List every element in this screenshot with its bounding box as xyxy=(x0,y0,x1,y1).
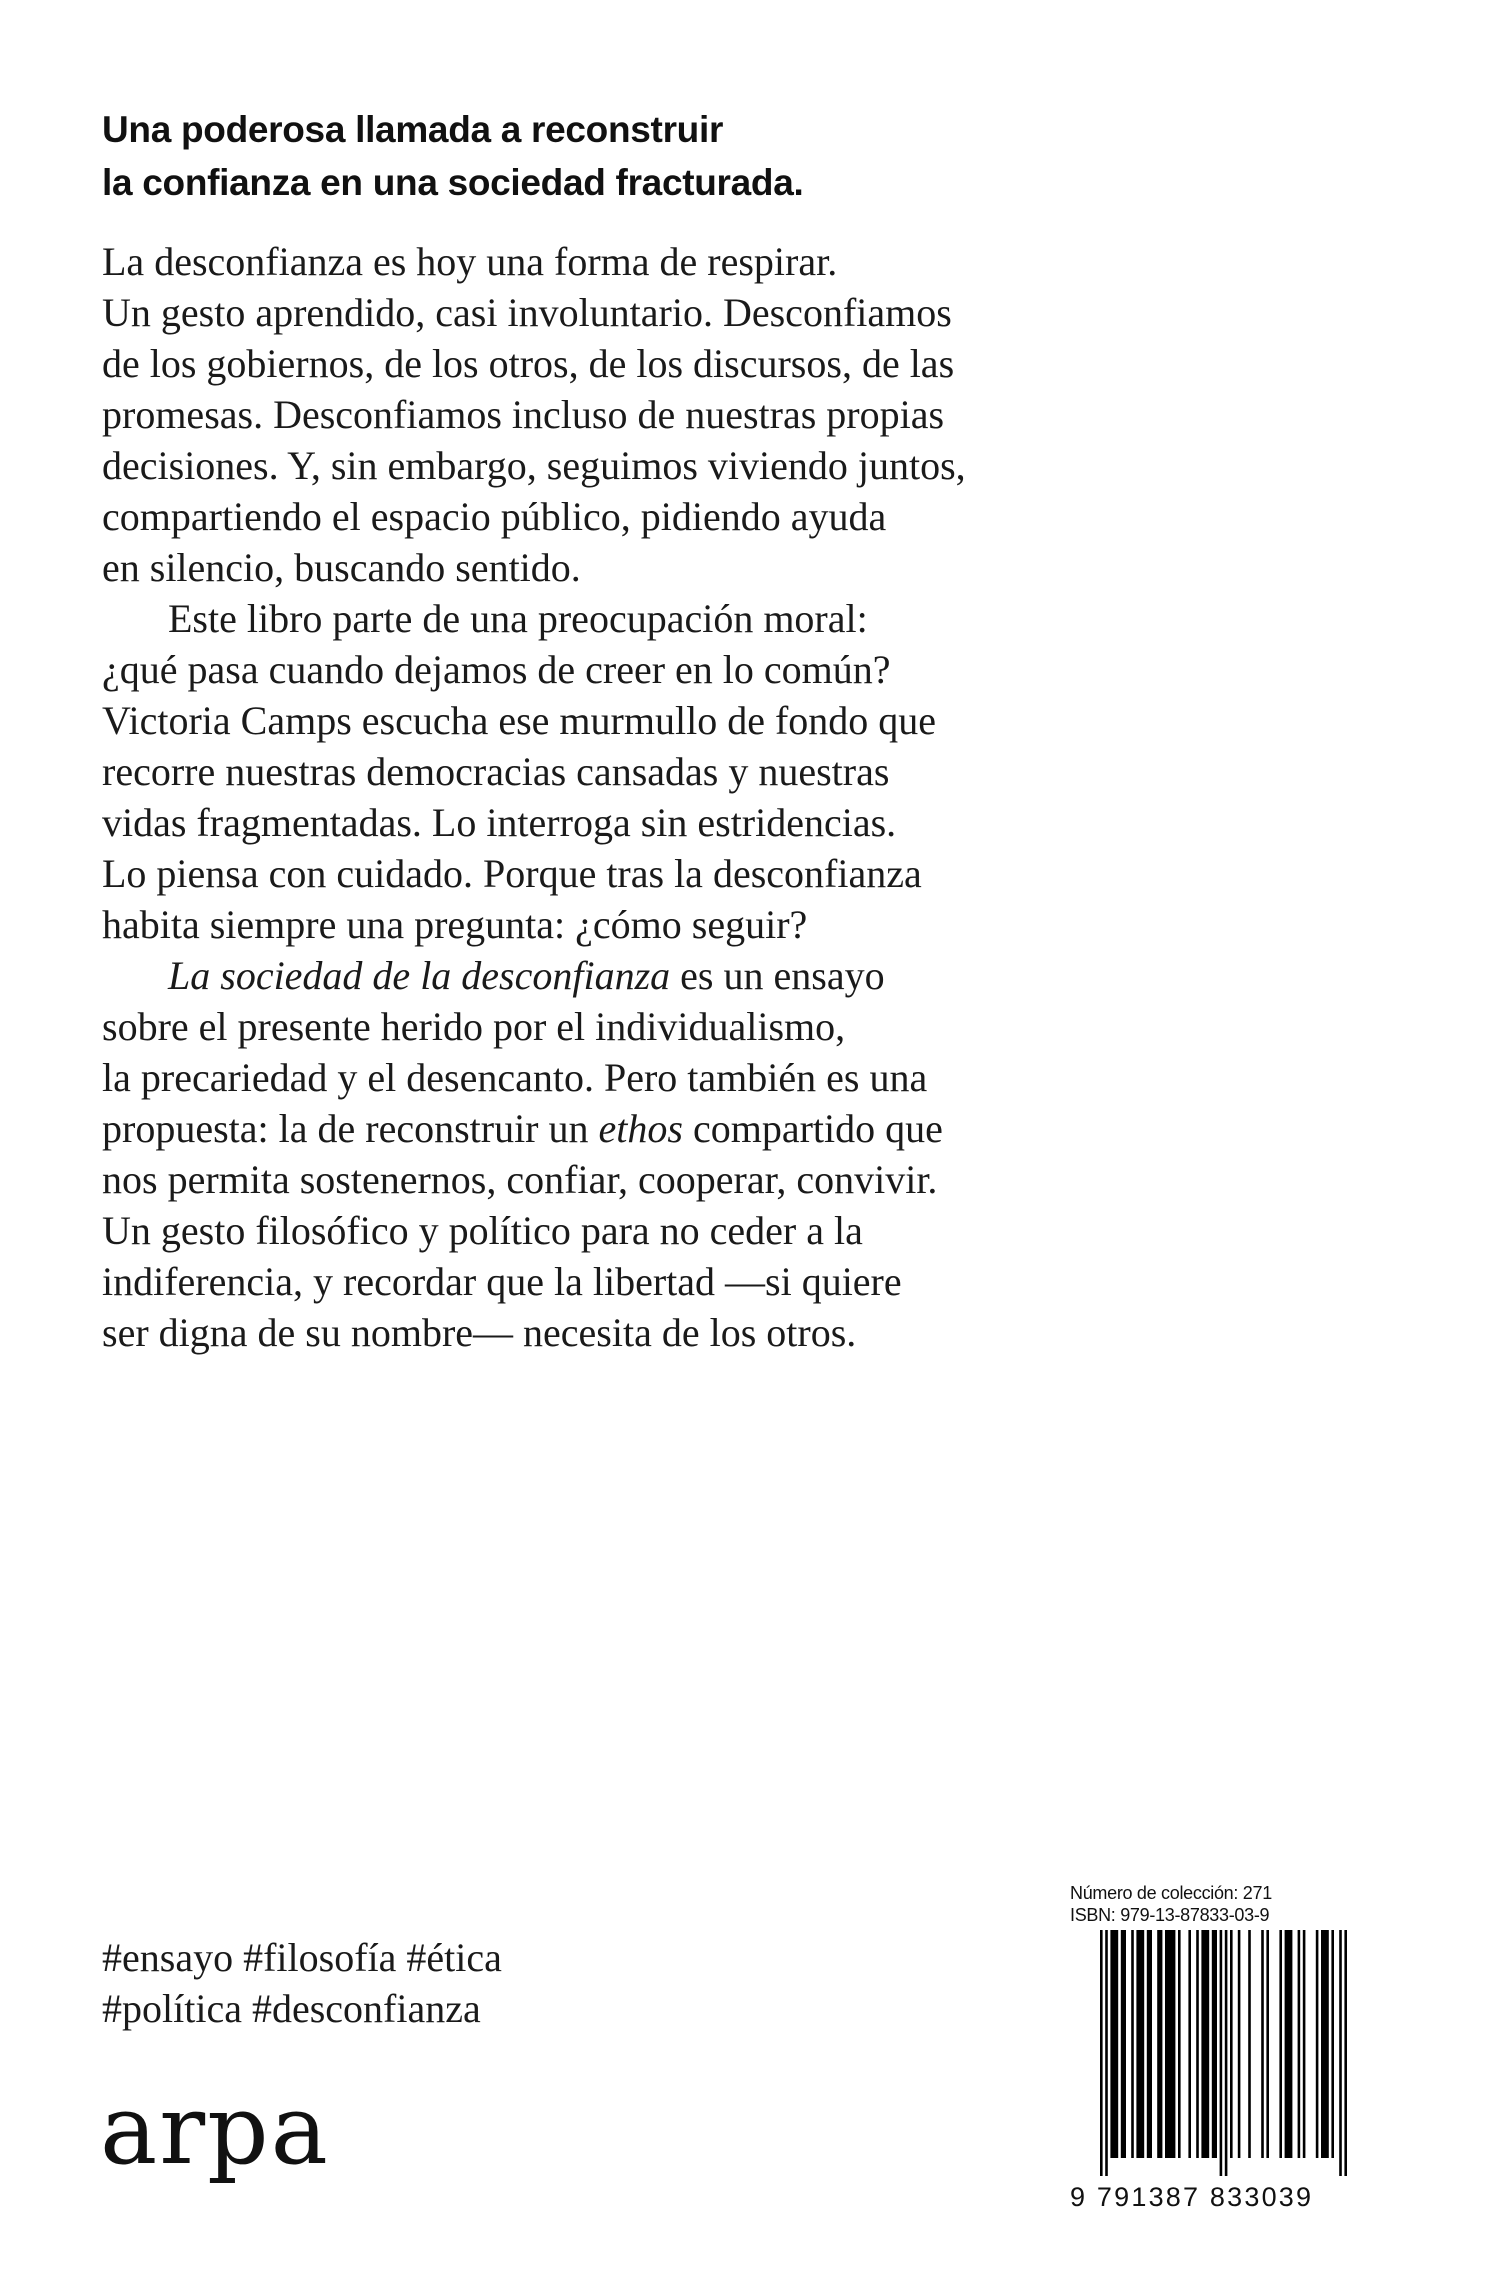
barcode-bar xyxy=(1331,1930,1334,2158)
blurb-text: es un ensayo xyxy=(670,953,885,998)
blurb-line: compartiendo el espacio público, pidiendo ayuda xyxy=(102,494,887,539)
tagline-line: Una poderosa llamada a reconstruir xyxy=(102,109,724,150)
barcode-bar xyxy=(1298,1930,1301,2158)
barcode-block xyxy=(1070,1882,1370,2212)
barcode-bar xyxy=(1136,1930,1144,2158)
barcode-bar xyxy=(1266,1930,1269,2158)
blurb-line: recorre nuestras democracias cansadas y nuestras xyxy=(102,749,890,794)
blurb-line: Victoria Camps escucha ese murmullo de fondo que xyxy=(102,698,937,743)
barcode-bar xyxy=(1212,1930,1217,2158)
barcode-bar xyxy=(1285,1930,1293,2158)
barcode-bar xyxy=(1178,1930,1181,2158)
blurb-line: Un gesto aprendido, casi involuntario. Desconfiamos xyxy=(102,290,952,335)
blurb-paragraph-2 xyxy=(102,593,1202,950)
blurb-line: la precariedad y el desencanto. Pero también es una xyxy=(102,1055,928,1100)
hashtag-line: #política #desconfianza xyxy=(102,1986,481,2031)
blurb-line: sobre el presente herido por el individualismo, xyxy=(102,1004,846,1049)
blurb-text: propuesta: la de reconstruir un xyxy=(102,1106,599,1151)
collection-number: Número de colección: 271 xyxy=(1070,1883,1272,1903)
blurb-paragraph-1 xyxy=(102,236,1202,593)
barcode-bar xyxy=(1261,1930,1264,2158)
barcode-guard-bar xyxy=(1339,1930,1342,2176)
blurb-line xyxy=(102,1103,1202,1154)
barcode-guard-bar xyxy=(1225,1930,1228,2176)
barcode-bar xyxy=(1165,1930,1175,2158)
blurb-line: nos permita sostenernos, confiar, cooperar, convivir. xyxy=(102,1157,938,1202)
barcode-bar xyxy=(1121,1930,1126,2158)
hashtag-line: #ensayo #filosofía #ética xyxy=(102,1935,502,1980)
barcode-bar xyxy=(1110,1930,1118,2158)
blurb-line: Lo piensa con cuidado. Porque tras la desconfianza xyxy=(102,851,922,896)
blurb-line: vidas fragmentadas. Lo interroga sin estridencias. xyxy=(102,800,897,845)
blurb-line: en silencio, buscando sentido. xyxy=(102,545,581,590)
barcode-bar xyxy=(1157,1930,1162,2158)
blurb-line: ser digna de su nombre— necesita de los otros. xyxy=(102,1310,857,1355)
ethos-term: ethos xyxy=(598,1106,683,1151)
tagline-line: la confianza en una sociedad fracturada. xyxy=(102,162,804,203)
blurb-line: La desconfianza es hoy una forma de respirar. xyxy=(102,239,838,284)
publisher-logo: arpa xyxy=(100,2074,330,2186)
barcode-guard-bar xyxy=(1220,1930,1223,2176)
back-cover-blurb xyxy=(102,236,1202,1358)
barcode-bar xyxy=(1131,1930,1134,2158)
blurb-line: promesas. Desconfiamos incluso de nuestras propias xyxy=(102,392,945,437)
tagline xyxy=(102,103,1202,209)
blurb-line: ¿qué pasa cuando dejamos de creer en lo común? xyxy=(102,647,891,692)
barcode-bar xyxy=(1248,1930,1251,2158)
isbn-text: ISBN: 979-13-87833-03-9 xyxy=(1070,1905,1270,1925)
barcode-bar xyxy=(1230,1930,1233,2158)
blurb-line: indiferencia, y recordar que la libertad —si quiere xyxy=(102,1259,902,1304)
barcode-meta xyxy=(1070,1882,1370,1926)
barcode-digits: 9 791387 833039 xyxy=(1070,2182,1314,2212)
blurb-line: habita siempre una pregunta: ¿cómo seguir? xyxy=(102,902,808,947)
blurb-text: compartido que xyxy=(682,1106,943,1151)
book-title: La sociedad de la desconfianza xyxy=(168,953,671,998)
barcode-bar xyxy=(1279,1930,1282,2158)
barcode-bar xyxy=(1303,1930,1306,2158)
barcode-bar xyxy=(1201,1930,1209,2158)
barcode-bar xyxy=(1196,1930,1199,2158)
barcode-guard-bar xyxy=(1100,1930,1103,2176)
barcode-guard-bar xyxy=(1105,1930,1108,2176)
blurb-line: de los gobiernos, de los otros, de los discursos, de las xyxy=(102,341,955,386)
barcode-guard-bar xyxy=(1344,1930,1347,2176)
blurb-line: Un gesto filosófico y político para no ceder a la xyxy=(102,1208,863,1253)
barcode-bar xyxy=(1321,1930,1329,2158)
barcode-bar xyxy=(1147,1930,1152,2158)
hashtags xyxy=(102,1932,702,2034)
barcode-image xyxy=(1070,1930,1370,2180)
blurb-paragraph-3 xyxy=(102,950,1202,1358)
blurb-line xyxy=(102,950,1202,1001)
barcode-bar xyxy=(1188,1930,1191,2158)
barcode-bar xyxy=(1316,1930,1319,2158)
blurb-line: decisiones. Y, sin embargo, seguimos viviendo juntos, xyxy=(102,443,966,488)
blurb-line: Este libro parte de una preocupación moral: xyxy=(168,596,868,641)
barcode-bar xyxy=(1238,1930,1241,2158)
